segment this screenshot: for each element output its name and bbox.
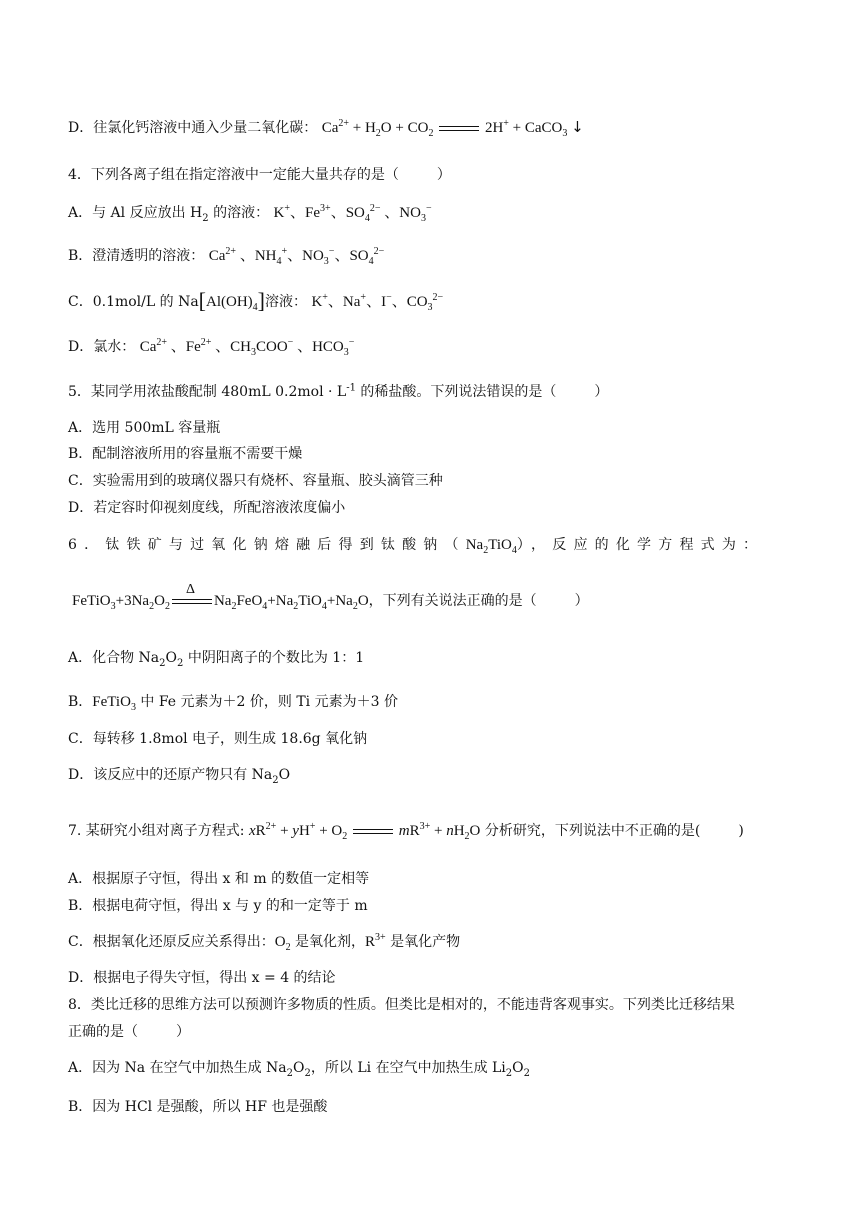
- q4-option-a: A．与 Al 反应放出 $H_2$ 的溶液： K+、$Fe^{3+}$、$SO_4^{2-}$ 、$NO_3^-$: [68, 203, 432, 224]
- q5-option-d: D．若定容时仰视刻度线，所配溶液浓度偏小: [68, 500, 346, 516]
- q7-stem: 7. 某研究小组对离子方程式: $xR^{2+} + yH^+ + O_2$ $mR^{3+} + nH_2O$ 分析研究，下列说法中不正确的是( ): [68, 821, 744, 842]
- q7-option-c: C．根据氧化还原反应关系得出：$O_2$ 是氧化剂，$R^{3+}$ 是氧化产物: [68, 932, 461, 953]
- q6-stem: 6．钛铁矿与过氧化钠熔融后得到钛酸钠$(Na_2TiO_4)$，反应的化学方程式为：: [68, 537, 765, 556]
- q4-option-d: D．氯水： $Ca^{2+}$ 、$Fe^{2+}$ 、$CH_3COO^-$ 、$HCO_3^-$: [68, 337, 355, 358]
- precipitate-arrow-icon: ↓: [571, 118, 584, 136]
- q8-stem-line2: 正确的是（ ）: [68, 1024, 190, 1040]
- q8-stem-line1: 8．类比迁移的思维方法可以预测许多物质的性质。但类比是相对的，不能违背客观事实。下列类比迁移结果: [68, 997, 735, 1013]
- q5-option-c: C．实验需用到的玻璃仪器只有烧杯、容量瓶、胶头滴管三种: [68, 473, 443, 489]
- q8-option-b: B．因为 HCl 是强酸，所以 HF 也是强酸: [68, 1099, 328, 1115]
- q7-option-d: D．根据电子得失守恒，得出 x = 4 的结论: [68, 970, 336, 986]
- q6-option-d: D．该反应中的还原产物只有 $Na_2O$: [68, 767, 291, 786]
- q5-option-b: B．配制溶液所用的容量瓶不需要干燥: [68, 446, 303, 462]
- q4-option-b: B．澄清透明的溶液： $Ca^{2+}$ 、$NH_4^+$、$NO_3^-$、$SO_4^{2-}$: [68, 246, 385, 267]
- q6-option-c: C．每转移 1.8mol 电子，则生成 18.6g 氧化钠: [68, 731, 368, 747]
- q3-d-equation: $Ca^{2+} + H_2O + CO_2$ 2H+ + CaCO$_3$ ↓: [321, 118, 584, 139]
- q7-option-b: B．根据电荷守恒，得出 x 与 y 的和一定等于 m: [68, 898, 368, 914]
- q4-option-c: C．0.1mol/L 的 $Na[Al(OH)_4]$溶液： K+、Na+、I−、$CO_3^{2-}$: [68, 288, 444, 313]
- q6-option-b: B．FeTiO$_3$ 中 Fe 元素为＋2 价，则 Ti 元素为＋3 价: [68, 694, 398, 713]
- q6-equation: $FeTiO_3+3Na_2O_2$ Δ $Na_2FeO_4+Na_2TiO_4+Na_2O$，下列有关说法正确的是（ ）: [72, 581, 589, 612]
- q7-option-a: A．根据原子守恒，得出 x 和 m 的数值一定相等: [68, 871, 370, 887]
- q5-option-a: A．选用 500mL 容量瓶: [68, 420, 221, 436]
- q8-option-a: A．因为 Na 在空气中加热生成 $Na_2O_2$，所以 Li 在空气中加热生成 $Li_2O_2$: [68, 1060, 531, 1079]
- q3-d-label: D．往氯化钙溶液中通入少量二氧化碳：: [68, 120, 318, 136]
- q4-stem: 4．下列各离子组在指定溶液中一定能大量共存的是（ ）: [68, 167, 451, 183]
- q6-option-a: A．化合物 $Na_2O_2$ 中阴阳离子的个数比为 1：1: [68, 650, 365, 669]
- q5-stem: 5．某同学用浓盐酸配制 480mL $0.2mol \cdot L^{-1}$ 的稀盐酸。下列说法错误的是（ ）: [68, 382, 609, 400]
- q3-option-d: [68, 117, 800, 138]
